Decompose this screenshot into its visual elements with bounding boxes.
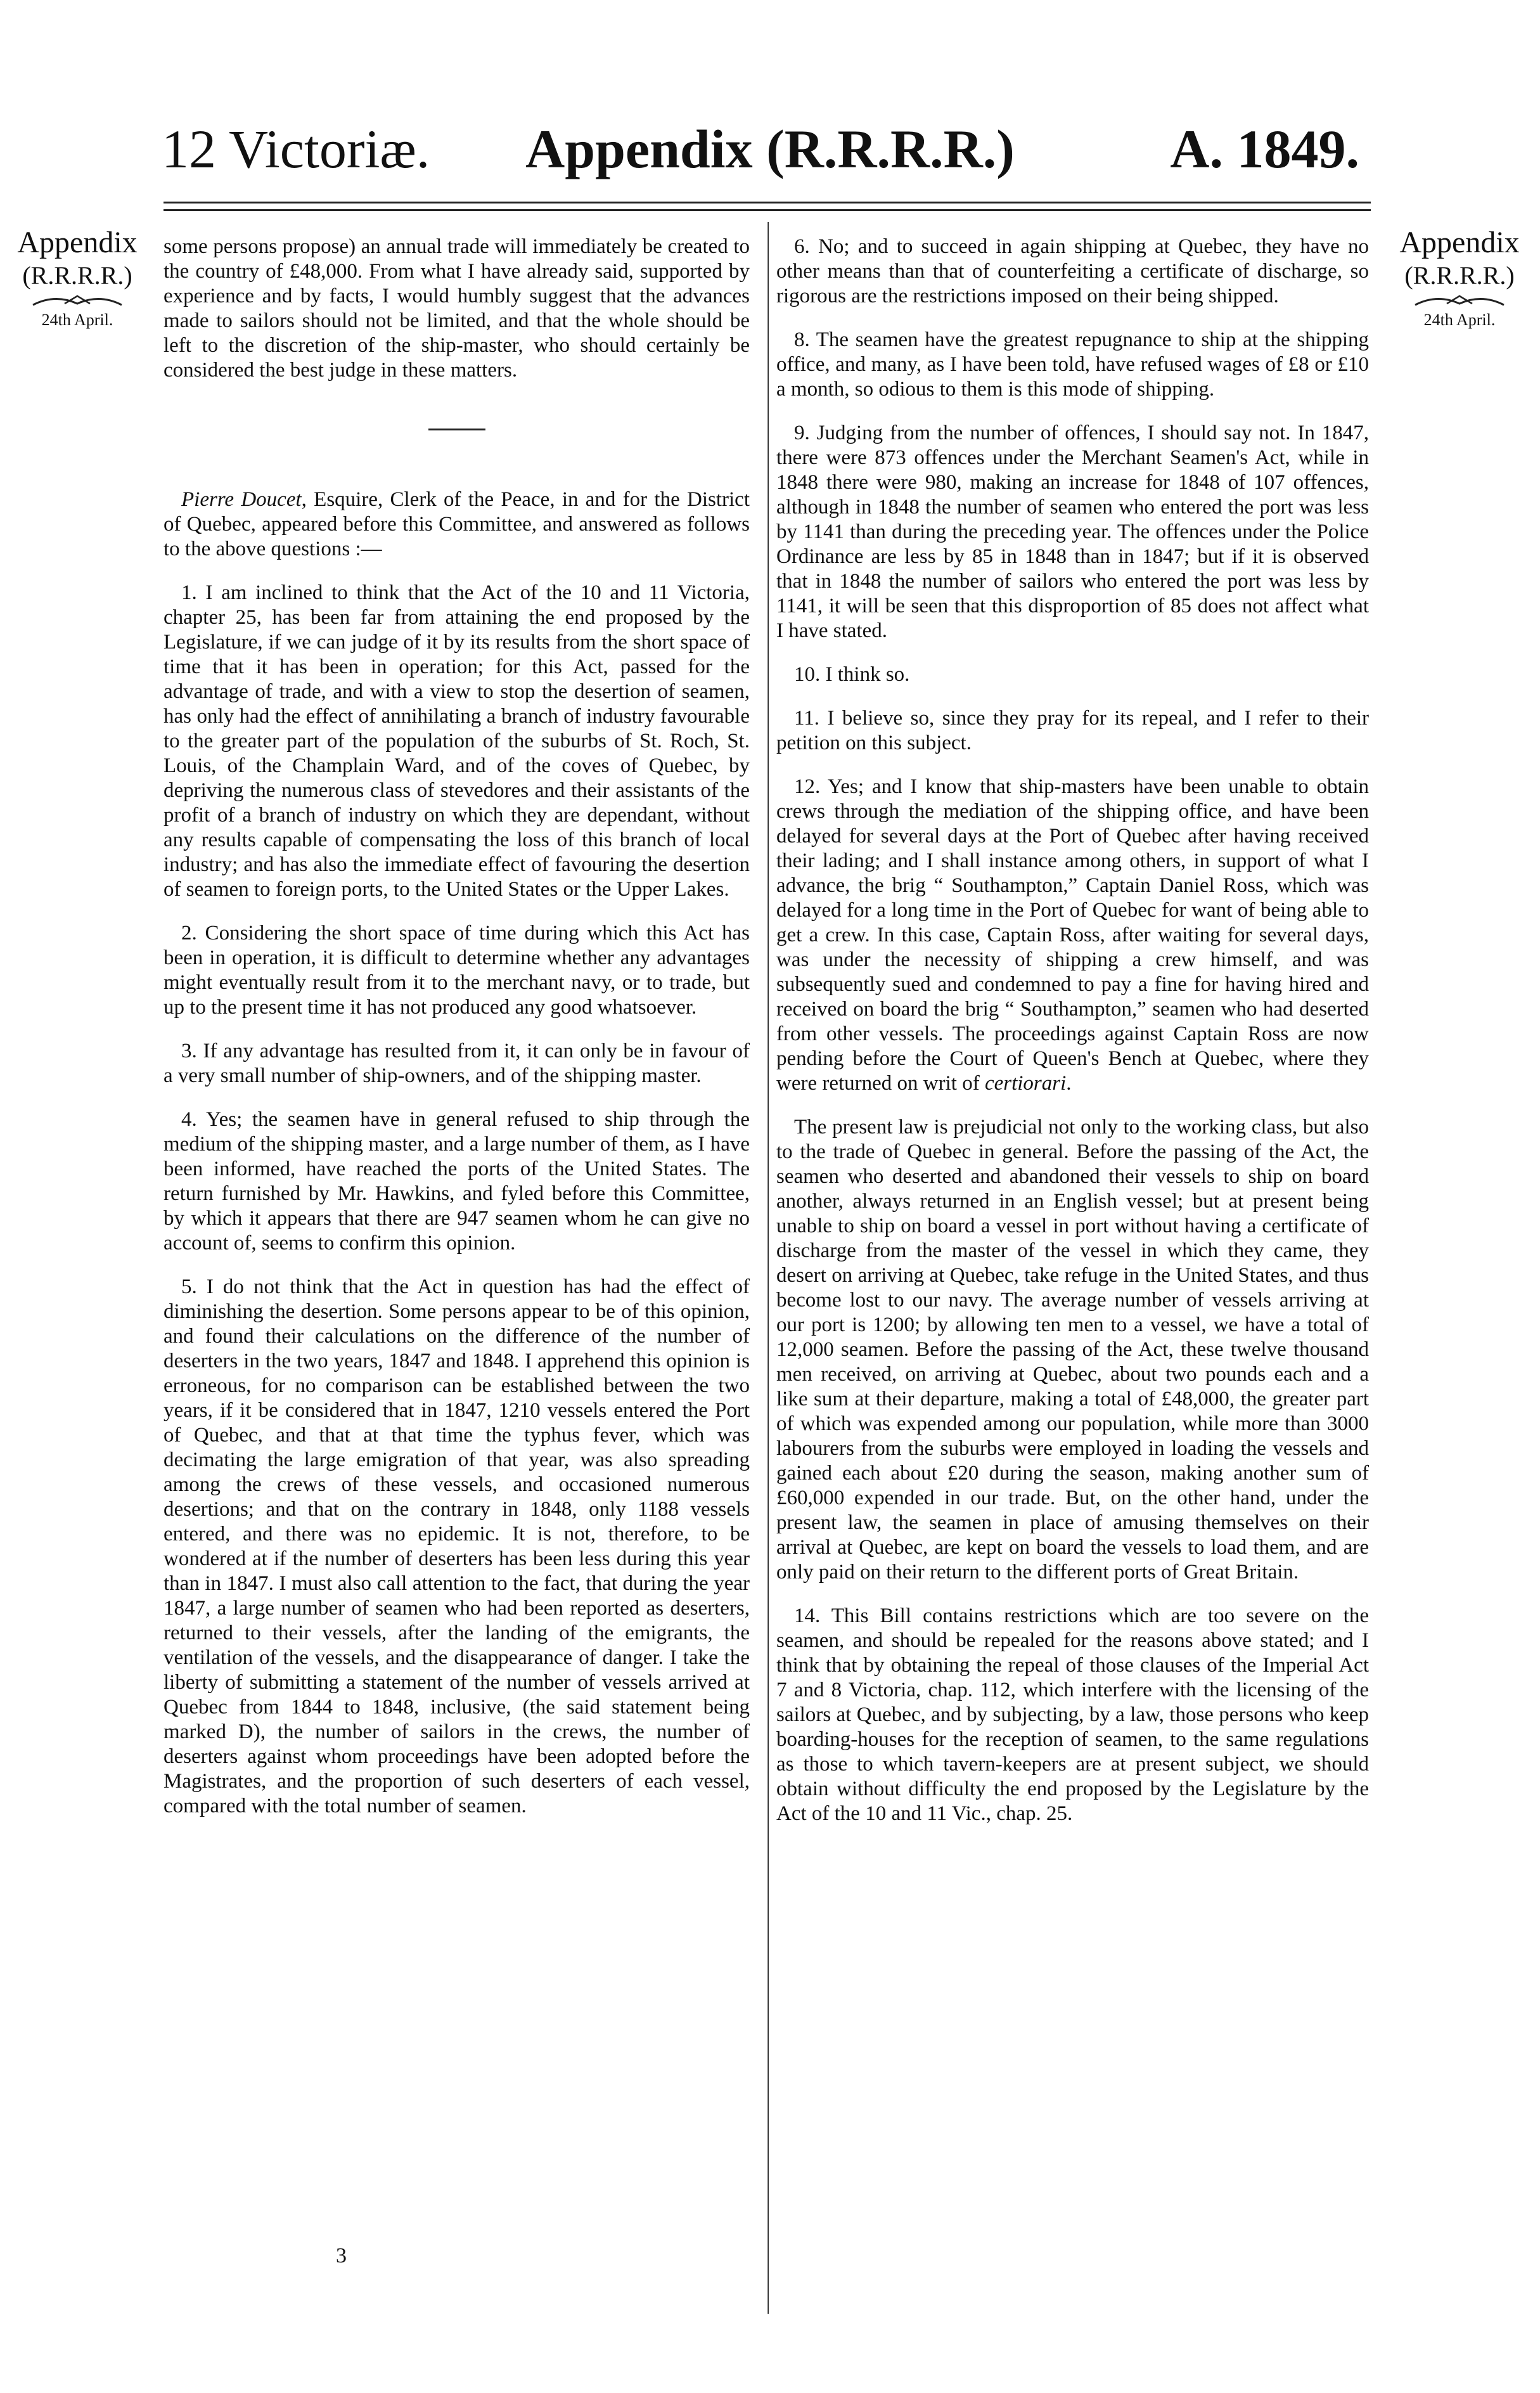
answer-12-italic: certiorari	[984, 1072, 1067, 1095]
continuation-paragraph: some persons propose) an annual trade will immediately be created to the country of £48,000. From what I have already said, supported by experience and by facts, I would humbly suggest that the advances made to sailors should not be limited, and that the whole should be left to the discretion of the ship-master, who should certainly be considered the best judge in these matters.	[164, 235, 750, 382]
answer-1: 1. I am inclined to think that the Act of the 10 and 11 Victoria, chapter 25, has been far from attaining the end proposed by the Legislature, if we can judge of it by its results from the short space of time that it has been in operation; for this Act, passed for the advantage of trade, and with a view to stop the desertion of seamen, has only had the effect of annihilating a branch of industry favourable to the greater part of the population of the suburbs of St. Roch, St. Louis, of the Champlain Ward, and of the coves of Quebec, by depriving the numerous class of stevedores and their assistants of the profit of a branch of industry on which they are dependant, without any results capable of compensating the loss of this branch of local industry; and has also the immediate effect of favouring the desertion of seamen to foreign ports, to the United States or the Upper Lakes.	[164, 581, 750, 901]
header-rule-thin	[164, 209, 1371, 211]
answer-9: 9. Judging from the number of offences, I should say not. In 1847, there were 873 offences under the Merchant Seamen's Act, while in 1848 there were 980, making an increase for 1848 of 107 offences, although in 1848 the number of seamen who entered the port was less by 1141 than during the preceding year. The offences under the Police Ordinance are less by 85 in 1848 than in 1847; but if it is observed that in 1848 the number of sailors who entered the port was less by 1141, it will be seen that this disproportion of 85 does not affect what I have stated.	[776, 422, 1369, 642]
right-column	[776, 235, 1369, 1845]
margin-appendix-code: (R.R.R.R.)	[1404, 261, 1515, 290]
answer-10: 10. I think so.	[794, 663, 910, 686]
answer-12-end: .	[1066, 1072, 1072, 1095]
year-label: A. 1849.	[1170, 119, 1359, 179]
answer-2: 2. Considering the short space of time during which this Act has been in operation, it is difficult to determine whether any advantages might eventually result from it to the merchant navy, or to trade, but up to the present time it has not produced any good whatsoever.	[164, 922, 750, 1019]
answer-12	[776, 775, 1369, 1096]
margin-note-right	[1380, 225, 1539, 330]
witness-name: Pierre Doucet	[181, 488, 302, 511]
section-separator	[428, 429, 485, 430]
answer-5: 5. I do not think that the Act in question has had the effect of diminishing the desertion. Some persons appear to be of this opinion, and found their calculations on the difference of the number of deserters in the two years, 1847 and 1848. I apprehend this opinion is erroneous, for no comparison can be established between the two years, if it be considered that in 1847, 1210 vessels entered the Port of Quebec, and that at that time the typhus fever, which was decimating the large emigration of that year, was also spreading among the crews of these vessels, and occasioned numerous desertions; and that on the contrary in 1848, only 1188 vessels entered, and there was no epidemic. It is not, therefore, to be wondered at if the number of deserters has been less during this year than in 1847. I must also call attention to the fact, that during the year 1847, a large number of seamen who had been reported as deserters, returned to their vessels, after the landing of the emigrants, the ventilation of the vessels, and the disappearance of danger. I take the liberty of submitting a statement of the number of vessels arrived at Quebec from 1844 to 1848, inclusive, (the said statement being marked D), the number of sailors in the crews, the number of deserters against whom proceedings have been adopted before the Magistrates, and the proportion of such deserters of each vessel, compared with the total number of seamen.	[164, 1275, 750, 1817]
running-header	[0, 117, 1540, 193]
margin-date: 24th April.	[41, 311, 113, 329]
present-law-paragraph: The present law is prejudicial not only to the working class, but also to the trade of Quebec in general. Before the passing of the Act, the seamen who deserted and abandoned their vessels to ship on board another, always returned in an English vessel; but at present being unable to ship on board a vessel in port without having a certificate of discharge from the master of the vessel in which they came, they desert on arriving at Quebec, take refuge in the United States, and thus become lost to our navy. The average number of vessels arriving at our port is 1200; by allowing ten men to a vessel, we have a total of 12,000 seamen. Before the passing of the Act, these twelve thousand men received, on arriving at Quebec, about two pounds each and a like sum at their departure, making a total of £48,000, the greater part of which was expended among our population, while more than 3000 labourers from the suburbs were employed in loading the vessels and gained each about £20 during the season, making another sum of £60,000 expended in our trade. But, on the other hand, under the present law, the seamen in place of amusing themselves on their arrival at Quebec, are kept on board the vessels to load them, and are only paid on their return to the different ports of Great Britain.	[776, 1116, 1369, 1584]
header-rule-thick	[164, 202, 1371, 203]
answer-8: 8. The seamen have the greatest repugnance to ship at the shipping office, and many, as I have been told, have refused wages of £8 or £10 a month, so odious to them is this mode of shipping.	[776, 328, 1369, 401]
answer-14: 14. This Bill contains restrictions which are too severe on the seamen, and should be repealed for the reasons above stated; and I think that by obtaining the repeal of those clauses of the Imperial Act 7 and 8 Victoria, chap. 112, which interfere with the licensing of the sailors at Quebec, and by subjecting, by a law, those persons who keep boarding-houses for the reception of seamen, to the same regulations as those to which tavern-keepers are at present subject, we should obtain without difficulty the end proposed by the Legislature by the Act of the 10 and 11 Vic., chap. 25.	[776, 1604, 1369, 1825]
margin-appendix-label: Appendix	[1399, 226, 1520, 259]
column-divider	[767, 222, 771, 2314]
answer-6: 6. No; and to succeed in again shipping at Quebec, they have no other means than that of counterfeiting a certificate of discharge, so rigorous are the restrictions imposed on their being shipped.	[776, 235, 1369, 307]
page-number: 3	[336, 2244, 347, 2267]
margin-appendix-code: (R.R.R.R.)	[22, 261, 132, 290]
margin-appendix-label: Appendix	[17, 226, 138, 259]
left-column	[164, 235, 750, 1838]
witness-intro	[164, 487, 750, 562]
answer-3: 3. If any advantage has resulted from it, it can only be in favour of a very small number of ship-owners, and of the shipping master.	[164, 1040, 750, 1087]
margin-ornament-icon	[1412, 292, 1507, 307]
margin-ornament-icon	[30, 292, 125, 307]
answer-12-text: 12. Yes; and I know that ship-masters have been unable to obtain crews through the mediation of the shipping office, and have been delayed for several days at the Port of Quebec after having received their lading; and I shall instance among others, in support of what I advance, the brig “ Southampton,” Captain Daniel Ross, which was delayed for a long time in the Port of Quebec for want of being able to get a crew. In this case, Captain Ross, after waiting for several days, was under the necessity of shipping a crew himself, and was subsequently sued and condemned to pay a fine for having hired and received on board the brig “ Southampton,” seamen who had deserted from other vessels. The proceedings against Captain Ross are now pending before the Court of Queen's Bench at Quebec, where they were returned on writ of	[776, 775, 1369, 1095]
margin-date: 24th April.	[1423, 311, 1496, 329]
page-title: Appendix (R.R.R.R.)	[525, 119, 1015, 179]
witness-intro-text: , Esquire, Clerk of the Peace, in and for the District of Quebec, appeared before this Committee, and answered as follows to the above questions :—	[164, 488, 750, 560]
answer-4: 4. Yes; the seamen have in general refused to ship through the medium of the shipping master, and a large number of them, as I have been informed, have reached the ports of the United States. The return furnished by Mr. Hawkins, and fyled before this Committee, by which it appears that there are 947 seamen whom he can give no account of, seems to confirm this opinion.	[164, 1108, 750, 1255]
margin-note-left	[1, 225, 153, 330]
answer-11: 11. I believe so, since they pray for its repeal, and I refer to their petition on this subject.	[776, 707, 1369, 754]
session-label: 12 Victoriæ.	[162, 119, 430, 179]
